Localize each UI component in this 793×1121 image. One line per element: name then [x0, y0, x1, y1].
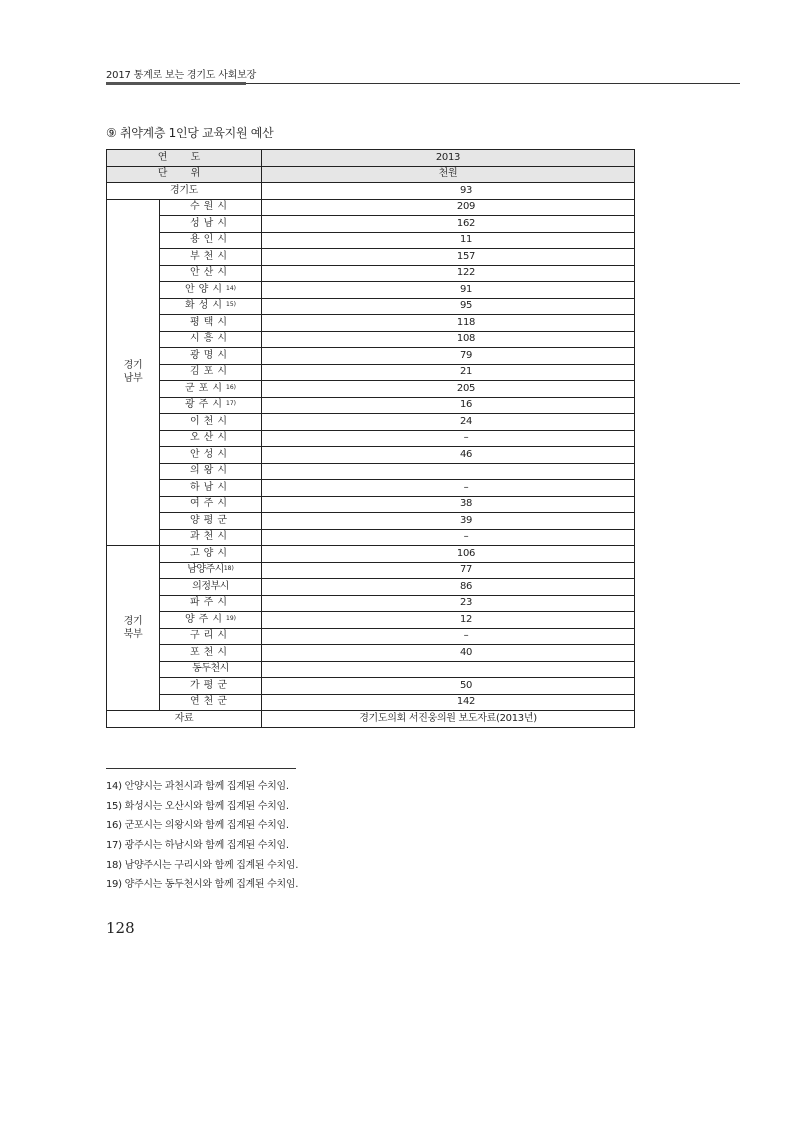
footnote: 14) 안양시는 과천시과 함께 집계된 수치임. [106, 781, 289, 792]
budget-value: 12 [262, 612, 635, 629]
budget-value: 108 [262, 331, 635, 348]
table-row [107, 661, 635, 678]
budget-value: – [262, 628, 635, 645]
table-row [107, 480, 635, 497]
city-name: 양주시$^{19)}$ [160, 612, 262, 629]
year-label: 연 도 [107, 150, 262, 167]
city-name: 광명시 [160, 348, 262, 365]
city-name: 동두천시 [160, 661, 262, 678]
city-name: 군포시$^{16)}$ [160, 381, 262, 398]
budget-value: 157 [262, 249, 635, 266]
total-label: 경기도 [107, 183, 262, 200]
table-row [107, 397, 635, 414]
budget-value: 86 [262, 579, 635, 596]
city-name: 의정부시 [160, 579, 262, 596]
education-budget-table [106, 149, 635, 728]
table-row [107, 414, 635, 431]
budget-value: 162 [262, 216, 635, 233]
budget-value: 46 [262, 447, 635, 464]
running-header [106, 66, 740, 81]
city-name: 고양시 [160, 546, 262, 563]
table-row [107, 546, 635, 563]
budget-value: 91 [262, 282, 635, 299]
table-row [107, 562, 635, 579]
budget-value: – [262, 430, 635, 447]
city-name: 이천시 [160, 414, 262, 431]
table-row [107, 364, 635, 381]
budget-value [262, 463, 635, 480]
budget-value [262, 661, 635, 678]
header-rule-accent [106, 82, 246, 85]
budget-value: 38 [262, 496, 635, 513]
budget-value: 95 [262, 298, 635, 315]
table-row [107, 249, 635, 266]
table-row [107, 315, 635, 332]
header-row-year [107, 150, 635, 167]
table-row [107, 678, 635, 695]
source-row [107, 711, 635, 728]
city-name: 연천군 [160, 694, 262, 711]
budget-value: – [262, 480, 635, 497]
header-rule [246, 83, 740, 84]
city-name: 광주시$^{17)}$ [160, 397, 262, 414]
table-row [107, 298, 635, 315]
budget-value: 23 [262, 595, 635, 612]
region-label-south: 경기 남부 [107, 199, 160, 546]
budget-value: 77 [262, 562, 635, 579]
city-name: 수원시 [160, 199, 262, 216]
year-value: 2013 [262, 150, 635, 167]
table-row [107, 232, 635, 249]
city-name: 포천시 [160, 645, 262, 662]
city-name: 가평군 [160, 678, 262, 695]
total-value: 93 [262, 183, 635, 200]
budget-table-wrapper [106, 149, 634, 728]
city-name: 과천시 [160, 529, 262, 546]
city-name: 파주시 [160, 595, 262, 612]
source-label: 자료 [107, 711, 262, 728]
footnotes [106, 780, 298, 898]
footnote: 17) 광주시는 하남시와 함께 집계된 수치임. [106, 840, 289, 852]
footnote: 16) 군포시는 의왕시와 함께 집계된 수치임. [106, 820, 289, 832]
city-name: 안성시 [160, 447, 262, 464]
budget-value: 106 [262, 546, 635, 563]
city-name: 의왕시 [160, 463, 262, 480]
city-name: 여주시 [160, 496, 262, 513]
city-name: 화성시$^{15)}$ [160, 298, 262, 315]
table-row [107, 579, 635, 596]
city-name: 평택시 [160, 315, 262, 332]
table-row [107, 348, 635, 365]
city-name: 오산시 [160, 430, 262, 447]
table-row [107, 199, 635, 216]
source-value: 경기도의회 서진웅의원 보도자료(2013년) [262, 711, 635, 728]
unit-value: 천원 [262, 166, 635, 183]
table-row [107, 529, 635, 546]
unit-label: 단 위 [107, 166, 262, 183]
table-row [107, 430, 635, 447]
budget-value: 50 [262, 678, 635, 695]
footnote-rule [106, 768, 296, 769]
footnote: 15) 화성시는 오산시와 함께 집계된 수치임. [106, 800, 289, 812]
city-name: 하남시 [160, 480, 262, 497]
table-row [107, 216, 635, 233]
city-name: 안양시$^{14)}$ [160, 282, 262, 299]
table-row [107, 628, 635, 645]
budget-value: 11 [262, 232, 635, 249]
table-row [107, 331, 635, 348]
city-name: 안산시 [160, 265, 262, 282]
page-number: 128 [106, 919, 135, 937]
table-row [107, 447, 635, 464]
city-name: 양평군 [160, 513, 262, 530]
region-label-north: 경기 북부 [107, 546, 160, 711]
table-row [107, 694, 635, 711]
city-name: 부천시 [160, 249, 262, 266]
budget-value: 142 [262, 694, 635, 711]
budget-value: 24 [262, 414, 635, 431]
footnote: 18) 남양주시는 구리시와 함께 집계된 수치임. [106, 859, 299, 871]
total-row [107, 183, 635, 200]
table-row [107, 496, 635, 513]
table-row [107, 282, 635, 299]
city-name: 남양주시$^{18)}$ [160, 562, 262, 579]
table-row [107, 265, 635, 282]
budget-value: 16 [262, 397, 635, 414]
budget-value: 205 [262, 381, 635, 398]
budget-value: 209 [262, 199, 635, 216]
budget-value: 118 [262, 315, 635, 332]
city-name: 김포시 [160, 364, 262, 381]
footnote: 19) 양주시는 동두천시와 함께 집계된 수치임. [106, 879, 299, 891]
section-title: ⑨ 취약계층 1인당 교육지원 예산 [106, 126, 274, 140]
table-row [107, 612, 635, 629]
budget-value: 40 [262, 645, 635, 662]
budget-value: 21 [262, 364, 635, 381]
header-row-unit [107, 166, 635, 183]
budget-value: 122 [262, 265, 635, 282]
table-row [107, 381, 635, 398]
table-row [107, 595, 635, 612]
table-row [107, 645, 635, 662]
running-title: 2017 통계로 보는 경기도 사회보장 [106, 70, 257, 81]
table-row [107, 513, 635, 530]
budget-value: 39 [262, 513, 635, 530]
city-name: 시흥시 [160, 331, 262, 348]
budget-value: – [262, 529, 635, 546]
budget-value: 79 [262, 348, 635, 365]
city-name: 구리시 [160, 628, 262, 645]
table-row [107, 463, 635, 480]
city-name: 성남시 [160, 216, 262, 233]
city-name: 용인시 [160, 232, 262, 249]
